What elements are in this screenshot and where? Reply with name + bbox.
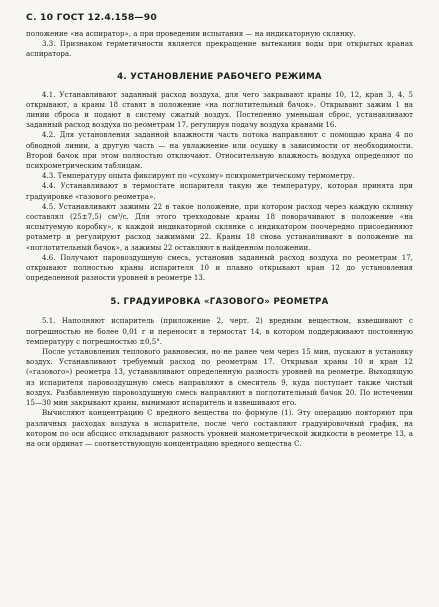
paragraph-5-1-calculation: Вычисляют концентрацию C вредного вещества по формуле (1). Эту операцию повторяют при различных расходах воздуха в испарителе, после чего составляют градуировочный график, на котором по оси абсцисс откладывают разность уровней манометрической жидкости в реометре 13, а на оси ординат — соответствующую концентрацию вредного вещества C.	[26, 408, 413, 448]
paragraph-5-1: 5.1. Наполняют испаритель (приложение 2, черт. 2) вредным веществом, взвешивают с погрешностью не более 0,01 г и переносят в термостат 14, в котором поддерживают постоянную температуру с погрешностью ±0,5°.	[26, 316, 413, 346]
section-4-title: 4. УСТАНОВЛЕНИЕ РАБОЧЕГО РЕЖИМА	[117, 71, 322, 82]
paragraph-4-6: 4.6. Получают паровоздушную смесь, установив заданный расход воздуха по реометрам 17, открывают полностью краны испарителя 10 и плавно открывают кран 12 до установления определенной разности уровней в реометре 13.	[26, 252, 413, 283]
paragraph-4-4: 4.4. Устанавливают в термостате испарителя такую же температуру, которая принята при градуировке «газового реометра».	[26, 181, 413, 201]
intro-paragraph-1: положение «на аспиратор», а при проведении испытания — на индикаторную склянку.	[26, 29, 356, 38]
intro-paragraph-2: 3.3. Признаком герметичности является прекращение вытекания воды при открытых кранах аспиратора.	[26, 39, 413, 59]
section-5-title: 5. ГРАДУИРОВКА «ГАЗОВОГО» РЕОМЕТРА	[110, 297, 329, 308]
paragraph-4-1: 4.1. Устанавливают заданный расход воздуха, для чего закрывают краны 10, 12, кран 3, 4, 5 открывают, а краны 18 ставят в положение «на поглотительный бачок». Открывают зажим 1 на линии сброса и подают в систему сжатый воздух. Постепенно уменьшая сброс, устанавливают заданный расход воздуха по реометрам 17, регулируя подачу воздуха кранами 16.	[26, 89, 413, 130]
page-header: С. 10 ГОСТ 12.4.158—90	[26, 12, 157, 23]
paragraph-4-5: 4.5. Устанавливают зажимы 22 в такое положение, при котором расход через каждую склянку составлял (25±7,5) см³/с. Для этого трехходовые краны 18 поворачивают в положение «на испытуемую коробку», к каждой индикаторной склянке с индикатором поочередно присоединяют ротаметр и регулируют расход зажимами 22. Краны 18 снова устанавливают в положение на «поглотительный бачок», а зажимы 22 оставляют в найденном положении.	[26, 201, 413, 252]
paragraph-5-1-continued: После установления теплового равновесия, но не ранее чем через 15 мин, пускают в установку воздух. Устанавливают требуемый расход по реометрам 17. Открывая краны 10 и кран 12 («газового») реометра 13, устанавливают определенную разность уровней на реометре. Выходящую из испарителя паровоздушную смесь направляют в смеситель 9, куда поступает также чистый воздух. Разбавленную паровоздушную смесь направляют в поглотительный бачок 20. По истечении 15—30 мин закрывают краны, вынимают испаритель и взвешивают его.	[26, 347, 413, 408]
paragraph-4-2: 4.2. Для установления заданной влажности часть потока направляют с помощью крана 4 по обводной линии, а другую часть — на увлажнение или осушку в зависимости от необходимости. Второй бачок при этом полностью отключают. Относительную влажность воздуха определяют по психрометрическим таблицам.	[26, 130, 413, 171]
paragraph-4-3: 4.3. Температуру опыта фиксируют по «сухому» психрометрическому термометру.	[42, 171, 355, 181]
